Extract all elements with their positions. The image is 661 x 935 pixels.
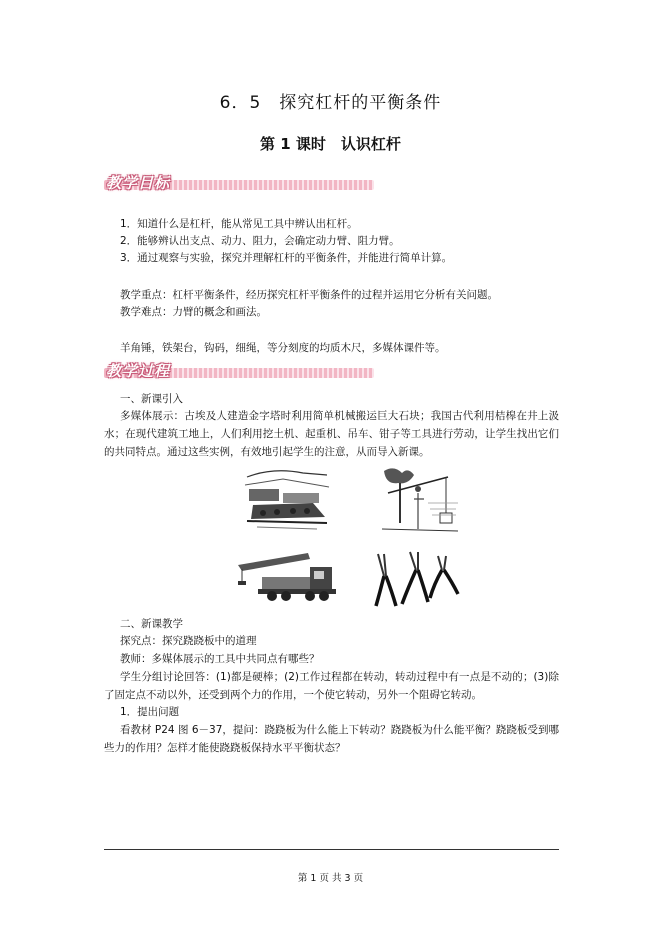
part2-heading: 二、新课教学 bbox=[120, 618, 183, 630]
key-point: 教学重点：杠杆平衡条件，经历探究杠杆平衡条件的过程并运用它分析有关问题。 bbox=[120, 289, 498, 301]
objectives-label: 教学目标 bbox=[106, 174, 171, 192]
objective-item-2: 2．能够辨认出支点、动力、阻力，会确定动力臂、阻力臂。 bbox=[120, 235, 400, 247]
well-sweep-icon bbox=[378, 463, 462, 537]
objective-item-1: 1．知道什么是杠杆，能从常见工具中辨认出杠杆。 bbox=[120, 218, 358, 230]
step1-text: 看教材 P24 图 6－37，提问：跷跷板为什么能上下转动？跷跷板为什么能平衡？跷跷板受到哪些力的作用？怎样才能使跷跷板保持水平平衡状态？ bbox=[104, 724, 559, 754]
explore-point: 探究点：探究跷跷板中的道理 bbox=[120, 635, 257, 647]
students-answer: 学生分组讨论回答：(1)都是硬棒；(2)工作过程都在转动，转动过程中有一点是不动的；(3)除了固定点不动以外，还受到两个力的作用，一个使它转动，另外一个阻碍它转动。 bbox=[104, 671, 559, 701]
part1-text: 多媒体展示：古埃及人建造金字塔时利用简单机械搬运巨大石块；我国古代利用桔槔在井上汲水；在现代建筑工地上，人们利用挖土机、起重机、吊车、钳子等工具进行劳动，让学生找出它们的共同特点。通过这些实例，有效地引起学生的注意，从而导入新课。 bbox=[104, 410, 559, 458]
part1-heading: 一、新课引入 bbox=[120, 393, 183, 405]
process-label: 教学过程 bbox=[106, 362, 171, 380]
pyramid-building-illustration bbox=[243, 465, 331, 535]
objective-item-3: 3．通过观察与实验，探究并理解杠杆的平衡条件，并能进行简单计算。 bbox=[120, 252, 453, 264]
crane-truck-illustration bbox=[232, 547, 342, 605]
footer-divider bbox=[104, 849, 559, 850]
difficult-point: 教学难点：力臂的概念和画法。 bbox=[120, 306, 267, 318]
page-number: 第 1 页 共 3 页 bbox=[297, 873, 364, 884]
pliers-icon bbox=[372, 548, 464, 610]
step1-heading: 1．提出问题 bbox=[120, 706, 180, 718]
objectives-banner bbox=[104, 172, 374, 194]
pyramid-building-icon bbox=[243, 465, 331, 535]
pliers-illustration bbox=[372, 548, 464, 610]
page-subtitle: 第 1 课时 认识杠杆 bbox=[260, 135, 401, 153]
page-title: 6．5 探究杠杆的平衡条件 bbox=[219, 93, 442, 113]
well-sweep-illustration bbox=[378, 463, 462, 537]
materials: 羊角锤，铁架台，钩码，细绳，等分刻度的均质木尺，多媒体课件等。 bbox=[120, 342, 446, 354]
crane-truck-icon bbox=[232, 547, 342, 605]
teacher-question: 教师：多媒体展示的工具中共同点有哪些？ bbox=[120, 653, 320, 665]
process-banner bbox=[104, 360, 374, 382]
